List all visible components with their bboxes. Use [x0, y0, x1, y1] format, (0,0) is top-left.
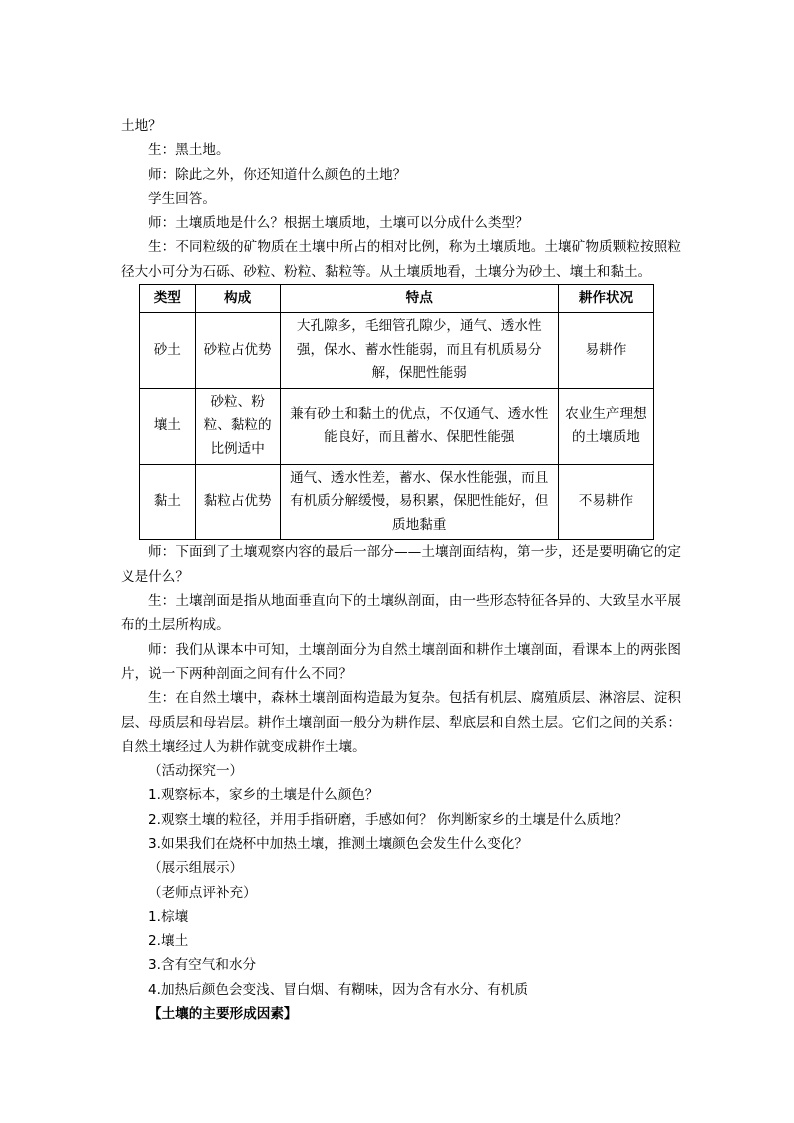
table-cell: 兼有砂土和黏土的优点，不仅通气、透水性能良好，而且蓄水、保肥性能强 — [280, 388, 558, 464]
activity-title: （活动探究一） — [148, 763, 244, 780]
table-cell: 黏粒占优势 — [195, 464, 280, 540]
activity-comment-label: （老师点评补充） — [148, 884, 257, 901]
table-header-cell: 构成 — [195, 285, 280, 313]
soil-texture-table — [139, 284, 654, 540]
table-header-cell: 耕作状况 — [558, 285, 653, 313]
table-header-row — [140, 285, 654, 313]
activity-answer: 3.含有空气和水分 — [148, 957, 257, 974]
activity-answer: 4.加热后颜色会变浅、冒白烟、有糊味，因为含有水分、有机质 — [148, 981, 528, 998]
table-cell: 砂粒占优势 — [195, 313, 280, 389]
dialogue-line: 师：除此之外，你还知道什么颜色的土地？ — [148, 166, 407, 183]
activity-answer: 1.棕壤 — [148, 908, 189, 925]
table-cell: 壤土 — [140, 388, 196, 464]
activity-answer: 2.壤土 — [148, 933, 189, 950]
table-header-cell: 特点 — [280, 285, 558, 313]
activity-question: 3.如果我们在烧杯中加热土壤，推测土壤颜色会发生什么变化？ — [148, 835, 528, 852]
table-row — [140, 464, 654, 540]
table-cell: 砂土 — [140, 313, 196, 389]
activity-question: 2.观察土壤的粒径，并用手指研磨，手感如何？ 你判断家乡的土壤是什么质地？ — [148, 811, 628, 828]
activity-show-label: （展示组展示） — [148, 860, 244, 877]
dialogue-paragraph: 师：下面到了土壤观察内容的最后一部分——土壤剖面结构，第一步，还是要明确它的定义是什么？ — [121, 544, 681, 585]
document-body — [121, 114, 681, 1026]
table-cell: 大孔隙多，毛细管孔隙少，通气、透水性强，保水、蓄水性能弱，而且有机质易分解，保肥性能弱 — [280, 313, 558, 389]
texture-paragraph: 生：不同粒级的矿物质在土壤中所占的相对比例，称为土壤质地。土壤矿物质颗粒按照粒径大小可分为石砾、砂粒、粉粒、黏粒等。从土壤质地看，土壤分为砂土、壤土和黏土。 — [121, 239, 681, 280]
dialogue-line: 学生回答。 — [148, 190, 216, 207]
table-cell: 易耕作 — [558, 313, 653, 389]
dialogue-line: 师：土壤质地是什么？根据土壤质地，土壤可以分成什么类型？ — [148, 215, 529, 232]
table-cell: 黏土 — [140, 464, 196, 540]
dialogue-paragraph: 生：土壤剖面是指从地面垂直向下的土壤纵剖面，由一些形态特征各异的、大致呈水平展布的土层所构成。 — [121, 593, 681, 634]
table-cell: 不易耕作 — [558, 464, 653, 540]
table-row — [140, 388, 654, 464]
dialogue-paragraph: 师：我们从课本中可知，土壤剖面分为自然土壤剖面和耕作土壤剖面，看课本上的两张图片，说一下两种剖面之间有什么不同？ — [121, 641, 681, 682]
table-cell: 砂粒、粉粒、黏粒的比例适中 — [195, 388, 280, 464]
activity-question: 1.观察标本，家乡的土壤是什么颜色？ — [148, 787, 379, 804]
text-line: 土地？ — [121, 118, 162, 134]
table-header-cell: 类型 — [140, 285, 196, 313]
table-row — [140, 313, 654, 389]
dialogue-line: 生：黑土地。 — [148, 142, 230, 159]
dialogue-paragraph: 生：在自然土壤中，森林土壤剖面构造最为复杂。包括有机层、腐殖质层、淋溶层、淀积层、母质层和母岩层。耕作土壤剖面一般分为耕作层、犁底层和自然土层。它们之间的关系：自然土壤经过人为耕作就变成耕作土壤。 — [121, 690, 681, 755]
table-cell: 农业生产理想的土壤质地 — [558, 388, 653, 464]
section-heading: 【土壤的主要形成因素】 — [148, 1006, 298, 1023]
table-cell: 通气、透水性差，蓄水、保水性能强，而且有机质分解缓慢，易积累，保肥性能好，但质地黏重 — [280, 464, 558, 540]
